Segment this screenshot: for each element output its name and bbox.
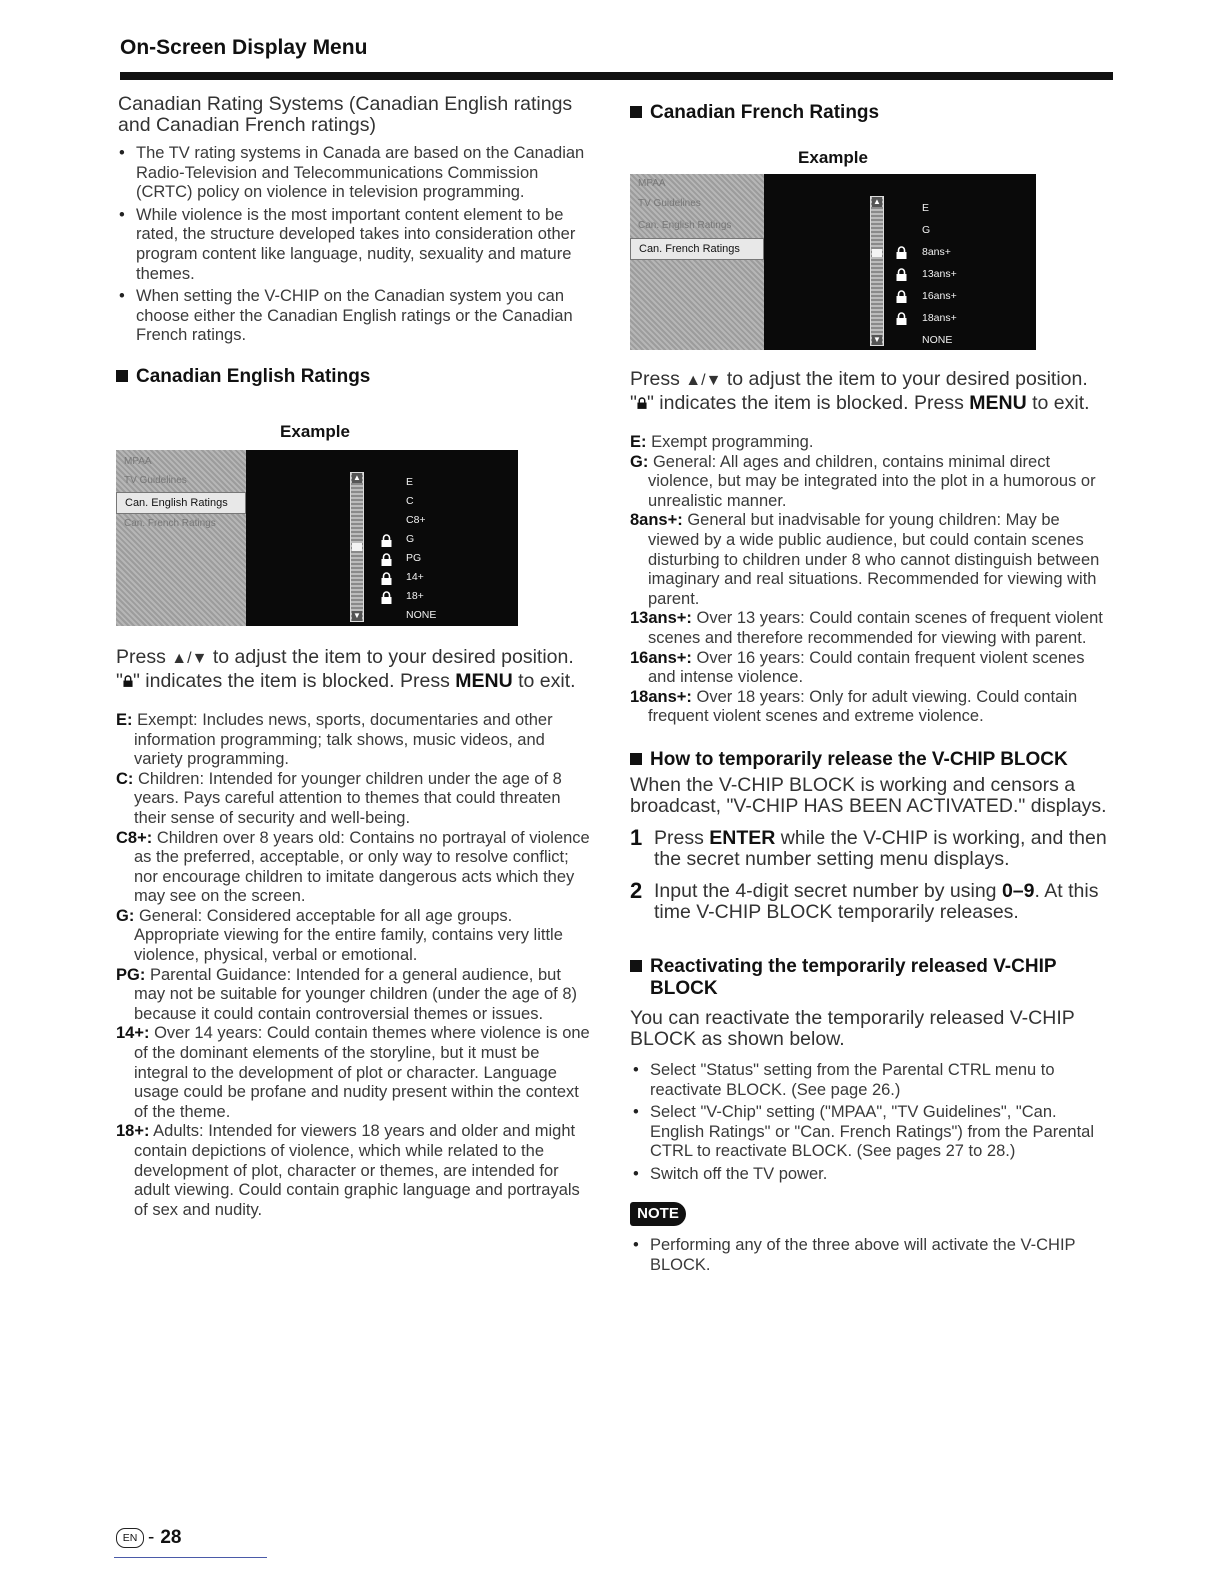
- rating-14[interactable]: 14+: [406, 570, 424, 583]
- french-ratings-screen: [630, 174, 1036, 350]
- rating-e[interactable]: E: [406, 475, 414, 488]
- lock-icon: [896, 312, 907, 325]
- rating-13ans[interactable]: 13ans+: [922, 268, 957, 280]
- menu-item-mpaa[interactable]: MPAA: [124, 455, 152, 467]
- lock-icon: [381, 553, 392, 566]
- section-title-french: Canadian French Ratings: [630, 102, 1110, 124]
- press-text: to exit.: [518, 669, 576, 692]
- intro-bullets: [116, 144, 594, 346]
- rating-c8[interactable]: C8+: [406, 513, 426, 526]
- menu-pane: [630, 174, 764, 350]
- menu-item-tv-guidelines[interactable]: TV Guidelines: [124, 474, 187, 486]
- note-bullets: [630, 1236, 1110, 1275]
- up-down-arrows-icon: ▲/▼: [685, 372, 722, 389]
- rating-none[interactable]: NONE: [406, 608, 437, 621]
- rating-g[interactable]: G: [406, 532, 415, 545]
- rating-18[interactable]: 18+: [406, 589, 424, 602]
- section-title-release: How to temporarily release the V-CHIP BLOCK: [630, 749, 1110, 771]
- definition-item: PG: Parental Guidance: Intended for a general audience, but may not be suitable for younger children (under the age of 8) because it could contain controversial themes or issues.: [116, 965, 578, 1023]
- left-column: [116, 94, 594, 1220]
- press-text: to adjust the item to your desired position.: [212, 645, 574, 668]
- lock-icon: [896, 290, 907, 303]
- enter-key-label: ENTER: [709, 826, 776, 849]
- page-title: On-Screen Display Menu: [120, 36, 368, 59]
- scrollbar[interactable]: [350, 472, 364, 622]
- menu-key-label: MENU: [969, 392, 1027, 414]
- digit-keys-label: 0–9: [1001, 879, 1035, 902]
- rating-g[interactable]: G: [922, 224, 931, 236]
- lock-icon: [896, 246, 907, 259]
- footer-line: [114, 1557, 267, 1558]
- definition-item: 13ans+: Over 13 years: Could contain scenes of frequent violent scenes and therefore recommended for viewing with parent.: [630, 609, 1103, 647]
- rating-8ans[interactable]: 8ans+: [922, 246, 951, 258]
- lock-icon: [896, 268, 907, 281]
- scroll-up-icon[interactable]: ▲: [873, 197, 881, 206]
- press-instructions: [630, 368, 1110, 415]
- example-label: Example: [280, 421, 350, 441]
- scroll-thumb[interactable]: [352, 543, 362, 551]
- list-item: • When setting the V-CHIP on the Canadian system you can choose either the Canadian English ratings or the Canadian French ratings.: [116, 287, 594, 346]
- press-text: " indicates the item is blocked. Press: [132, 669, 450, 692]
- english-definitions: [116, 711, 594, 1220]
- title-rule: [120, 72, 1113, 80]
- menu-item-can-english[interactable]: Can. English Ratings: [116, 492, 246, 514]
- scroll-down-icon[interactable]: ▼: [353, 610, 361, 620]
- menu-item-can-french[interactable]: Can. French Ratings: [630, 238, 764, 260]
- press-instructions: [116, 646, 594, 693]
- menu-key-label: MENU: [455, 669, 513, 692]
- scroll-up-icon[interactable]: ▲: [353, 472, 361, 482]
- rating-pg[interactable]: PG: [406, 551, 422, 564]
- page-number: 28: [160, 1527, 182, 1548]
- right-column: [630, 94, 1110, 1279]
- press-text: to adjust the item to your desired position.: [726, 368, 1088, 390]
- definition-item: E: Exempt: Includes news, sports, documentaries and other information programming; talk shows, music videos, and variety programming.: [116, 710, 553, 769]
- lock-icon: [381, 572, 392, 585]
- quote: ": [116, 669, 123, 692]
- lock-icon: [381, 534, 392, 547]
- definition-item: E: Exempt programming.: [630, 433, 814, 451]
- note-badge: NOTE: [630, 1202, 686, 1226]
- definition-item: 8ans+: General but inadvisable for young children: May be viewed by a wide public audience, but could contain scenes disturbing to children under 8 who cannot distinguish between imaginary and real situations. Recommended for viewing with parent.: [630, 511, 1100, 608]
- footer-separator: -: [148, 1527, 155, 1548]
- menu-item-tv-guidelines[interactable]: TV Guidelines: [638, 198, 701, 209]
- section-title-reactivate: Reactivating the temporarily released V-CHIP BLOCK: [630, 956, 1110, 1000]
- definition-item: 16ans+: Over 16 years: Could contain frequent violent scenes and intense violence.: [630, 648, 1085, 687]
- english-ratings-screen: [116, 450, 518, 626]
- rating-18ans[interactable]: 18ans+: [922, 312, 957, 324]
- menu-item-can-french[interactable]: Can. French Ratings: [124, 517, 216, 529]
- reactivate-body: You can reactivate the temporarily released V-CHIP BLOCK as shown below.: [630, 1006, 1075, 1051]
- press-text: Press: [630, 368, 680, 390]
- press-text: to exit.: [1032, 392, 1090, 414]
- list-item: • Select "Status" setting from the Parental CTRL menu to reactivate BLOCK. (See page 26.): [630, 1061, 1110, 1100]
- page-footer: [116, 1527, 181, 1549]
- lock-icon: [637, 397, 647, 409]
- scroll-down-icon[interactable]: ▼: [873, 335, 881, 344]
- definition-item: C8+: Children over 8 years old: Contains no portrayal of violence as the preferred, acceptable, or only way to resolve conflict; nor encourage children to imitate dangerous acts which they may see on the screen.: [116, 828, 590, 906]
- rating-none[interactable]: NONE: [922, 334, 953, 346]
- up-down-arrows-icon: ▲/▼: [171, 649, 208, 667]
- step-1: 1 Press ENTER while the V-CHIP is working, and then the secret number setting menu displays.: [630, 824, 1107, 871]
- definition-item: 18+: Adults: Intended for viewers 18 years and older and might contain depictions of violence, which while related to the development of plot, character or themes, are intended for adult viewing. Could contain graphic language and portrayals of sex and nudity.: [116, 1122, 580, 1219]
- press-text: " indicates the item is blocked. Press: [646, 392, 964, 414]
- section-title-english: Canadian English Ratings: [116, 366, 594, 388]
- definition-item: 18ans+: Over 18 years: Only for adult viewing. Could contain frequent violent scenes and extreme violence.: [630, 687, 1078, 726]
- menu-pane: [116, 450, 246, 626]
- list-item: • Performing any of the three above will activate the V-CHIP BLOCK.: [630, 1236, 1110, 1275]
- menu-item-mpaa[interactable]: MPAA: [638, 178, 666, 189]
- list-item: • Switch off the TV power.: [630, 1165, 1110, 1185]
- definition-item: C: Children: Intended for younger children under the age of 8 years. Pays careful attention to themes that could threaten their sense of security and well-being.: [116, 769, 562, 827]
- lock-icon: [123, 675, 133, 687]
- rating-16ans[interactable]: 16ans+: [922, 290, 957, 302]
- list-item: • The TV rating systems in Canada are based on the Canadian Radio-Television and Telecommunications Commission (CRTC) policy on violence in television programming.: [116, 144, 594, 203]
- press-text: Press: [116, 645, 166, 668]
- definition-item: 14+: Over 14 years: Could contain themes where violence is one of the dominant elements of the storyline, but it must be integral to the development of plot or character. Language usage could be profane and nudity present within the context of the theme.: [116, 1024, 590, 1121]
- french-definitions: [630, 433, 1110, 727]
- scroll-thumb[interactable]: [872, 249, 882, 257]
- release-body: When the V-CHIP BLOCK is working and censors a broadcast, "V-CHIP HAS BEEN ACTIVATED." displays.: [630, 773, 1107, 818]
- quote: ": [630, 392, 637, 414]
- list-item: • Select "V-Chip" setting ("MPAA", "TV Guidelines", "Can. English Ratings" or "Can. French Ratings") from the Parental CTRL to reactivate BLOCK. (See pages 27 to 28.): [630, 1103, 1110, 1162]
- rating-c[interactable]: C: [406, 494, 414, 507]
- step-2: 2 Input the 4-digit secret number by using 0–9. At this time V-CHIP BLOCK temporarily releases.: [630, 877, 1099, 924]
- language-badge: EN: [116, 1528, 144, 1548]
- lock-icon: [381, 591, 392, 604]
- definition-item: G: General: Considered acceptable for all age groups. Appropriate viewing for the entire family, contains very little violence, physical, verbal or emotional.: [116, 906, 563, 965]
- list-item: • While violence is the most important content element to be rated, the structure developed takes into consideration other program content like language, nudity, sexuality and mature themes.: [116, 206, 594, 284]
- reactivate-bullets: [630, 1061, 1110, 1185]
- definition-item: G: General: All ages and children, contains minimal direct violence, but may be integrated into the plot in a humorous or unrealistic manner.: [630, 452, 1096, 510]
- example-label: Example: [798, 148, 868, 167]
- menu-item-can-english[interactable]: Can. English Ratings: [638, 220, 732, 231]
- scrollbar[interactable]: [870, 196, 884, 346]
- intro-text: Canadian Rating Systems (Canadian English ratings and Canadian French ratings): [118, 93, 573, 136]
- rating-e[interactable]: E: [922, 202, 930, 214]
